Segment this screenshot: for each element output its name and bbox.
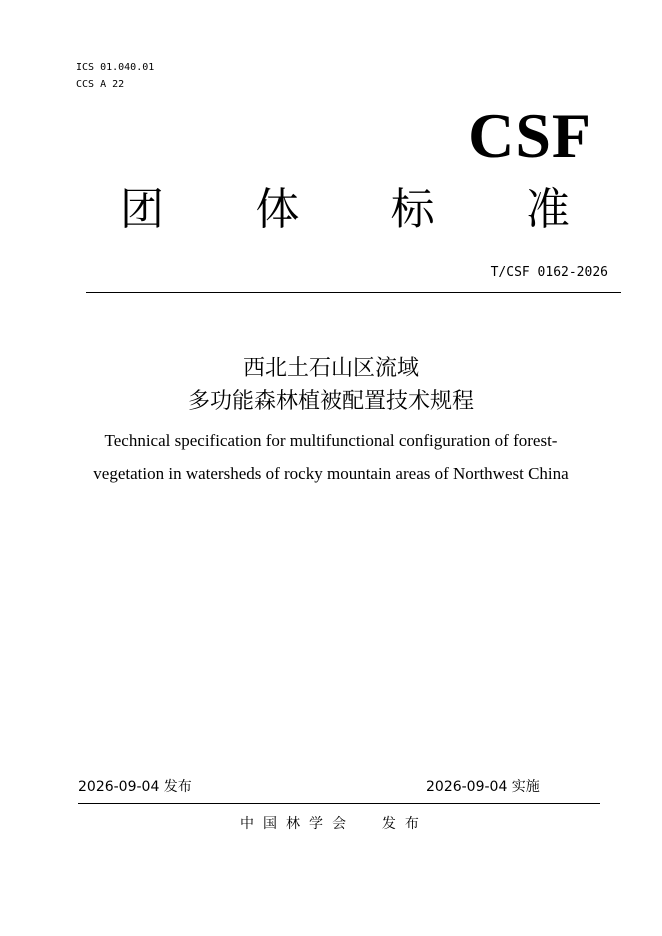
standard-type-char: 体 bbox=[255, 184, 300, 235]
top-divider bbox=[86, 292, 621, 293]
ics-code: ICS 01.040.01 bbox=[76, 62, 155, 73]
english-title bbox=[0, 424, 662, 490]
english-title-line-2: vegetation in watersheds of rocky mountain areas of Northwest China bbox=[93, 464, 569, 483]
standard-number: T/CSF 0162-2026 bbox=[490, 265, 608, 280]
csf-logo: CSF bbox=[468, 100, 592, 171]
standard-type-char: 准 bbox=[525, 184, 570, 235]
standard-type-char: 团 bbox=[120, 184, 164, 235]
chinese-title bbox=[0, 352, 662, 418]
implementation-date: 2026-09-04 实施 bbox=[426, 779, 540, 795]
ccs-code: CCS A 22 bbox=[76, 79, 125, 90]
chinese-title-line-1: 西北土石山区流域 bbox=[242, 356, 419, 381]
standard-type-char: 标 bbox=[390, 184, 435, 235]
issue-date: 2026-09-04 发布 bbox=[78, 779, 192, 795]
standard-type-heading bbox=[120, 182, 570, 238]
bottom-divider bbox=[78, 803, 600, 804]
publisher: 中国林学会 发布 bbox=[240, 816, 428, 832]
classification-codes bbox=[76, 59, 154, 93]
english-title-line-1: Technical specification for multifunctional configuration of forest- bbox=[104, 431, 558, 450]
chinese-title-line-2: 多功能森林植被配置技术规程 bbox=[187, 389, 474, 414]
